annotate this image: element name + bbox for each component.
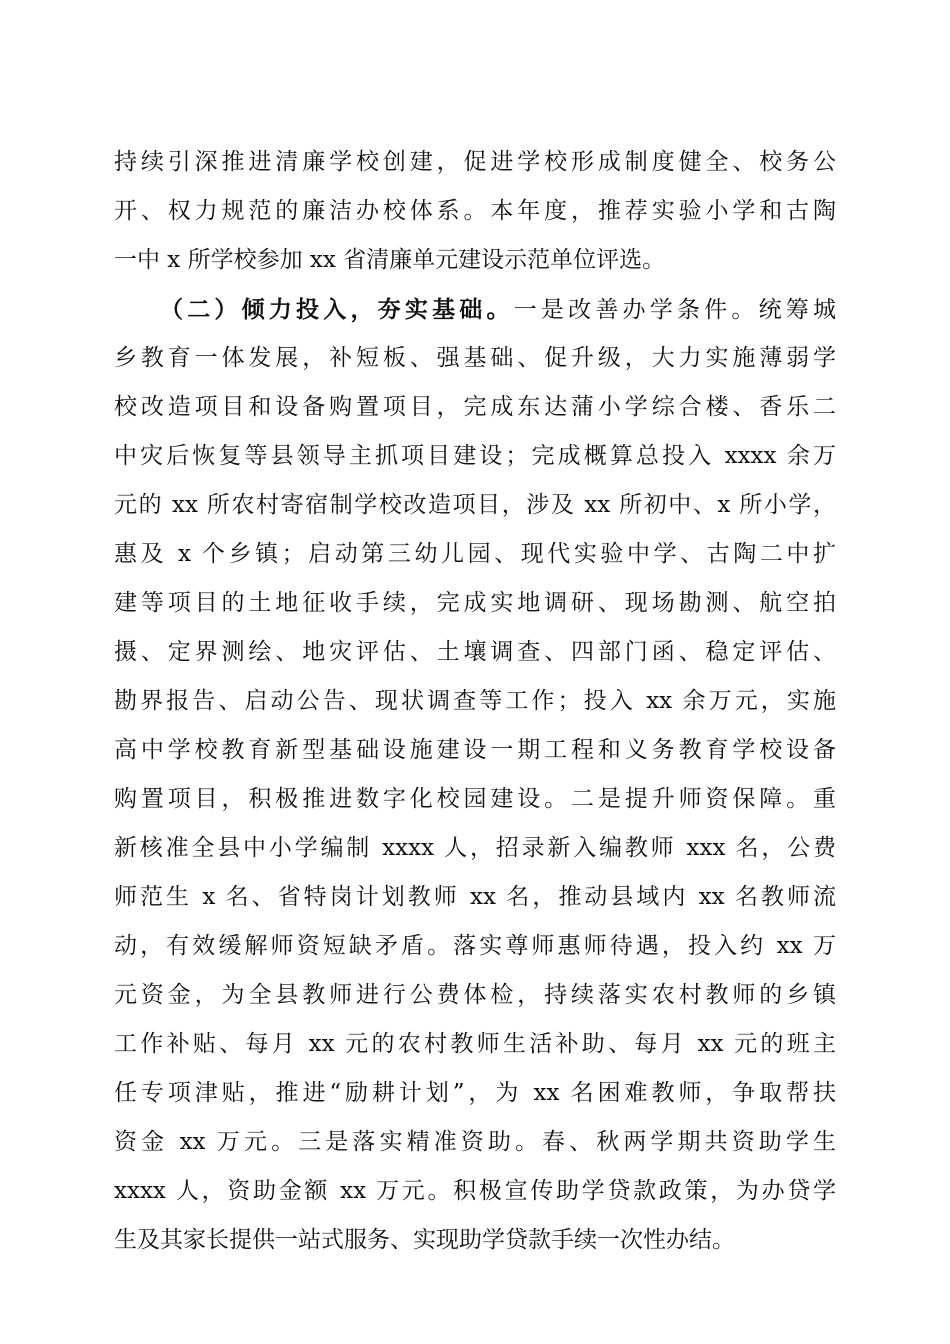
paragraph-2-line: 资金 xx 万元。三是落实精准资助。春、秋两学期共资助学生 bbox=[114, 1129, 836, 1155]
paragraph-2-line: 工作补贴、每月 xx 元的农村教师生活补助、每月 xx 元的班主 bbox=[114, 1031, 836, 1057]
paragraph-2-line: 摄、定界测绘、地灾评估、土壤调查、四部门函、稳定评估、 bbox=[114, 639, 836, 665]
document-body bbox=[114, 138, 836, 1265]
paragraph-2-line: 勘界报告、启动公告、现状调查等工作；投入 xx 余万元，实施 bbox=[114, 688, 836, 714]
paragraph-2-line: xxxx 人，资助金额 xx 万元。积极宣传助学贷款政策，为办贷学 bbox=[114, 1178, 836, 1204]
paragraph-1-line: 持续引深推进清廉学校创建，促进学校形成制度健全、校务公 bbox=[114, 149, 836, 175]
paragraph-1-line: 开、权力规范的廉洁办校体系。本年度，推荐实验小学和古陶 bbox=[114, 198, 836, 224]
paragraph-1-line: 一中 x 所学校参加 xx 省清廉单元建设示范单位评选。 bbox=[114, 247, 666, 273]
paragraph-2-line: 购置项目，积极推进数字化校园建设。二是提升师资保障。重 bbox=[114, 786, 836, 812]
paragraph-2-line: 建等项目的土地征收手续，完成实地调研、现场勘测、航空拍 bbox=[114, 590, 836, 616]
paragraph-2-line: 任专项津贴，推进“励耕计划”，为 xx 名困难教师，争取帮扶 bbox=[114, 1080, 836, 1106]
paragraph-2-first-line-text: 一是改善办学条件。统筹城 bbox=[513, 297, 837, 323]
paragraph-2-line: 高中学校教育新型基础设施建设一期工程和义务教育学校设备 bbox=[114, 737, 836, 763]
paragraph-2-line: 动，有效缓解师资短缺矛盾。落实尊师惠师待遇，投入约 xx 万 bbox=[114, 933, 836, 959]
paragraph-2-line: 校改造项目和设备购置项目，完成东达蒲小学综合楼、香乐二 bbox=[114, 394, 836, 420]
paragraph-1 bbox=[114, 138, 836, 285]
paragraph-2-line: 新核准全县中小学编制 xxxx 人，招录新入编教师 xxx 名，公费 bbox=[114, 835, 836, 861]
paragraph-2-line: 中灾后恢复等县领导主抓项目建设；完成概算总投入 xxxx 余万 bbox=[114, 443, 836, 469]
paragraph-2-line: 生及其家长提供一站式服务、实现助学贷款手续一次性办结。 bbox=[114, 1227, 735, 1253]
paragraph-2-first-line bbox=[114, 285, 836, 334]
section-heading: （二）倾力投入，夯实基础。 bbox=[160, 296, 514, 323]
paragraph-2-line: 乡教育一体发展，补短板、强基础、促升级，大力实施薄弱学 bbox=[114, 345, 836, 371]
paragraph-2-line: 师范生 x 名、省特岗计划教师 xx 名，推动县域内 xx 名教师流 bbox=[114, 884, 836, 910]
paragraph-2-line: 元资金，为全县教师进行公费体检，持续落实农村教师的乡镇 bbox=[114, 982, 836, 1008]
paragraph-2 bbox=[114, 285, 836, 1265]
paragraph-2-line: 惠及 x 个乡镇；启动第三幼儿园、现代实验中学、古陶二中扩 bbox=[114, 541, 836, 567]
paragraph-2-line: 元的 xx 所农村寄宿制学校改造项目，涉及 xx 所初中、x 所小学， bbox=[114, 492, 836, 518]
